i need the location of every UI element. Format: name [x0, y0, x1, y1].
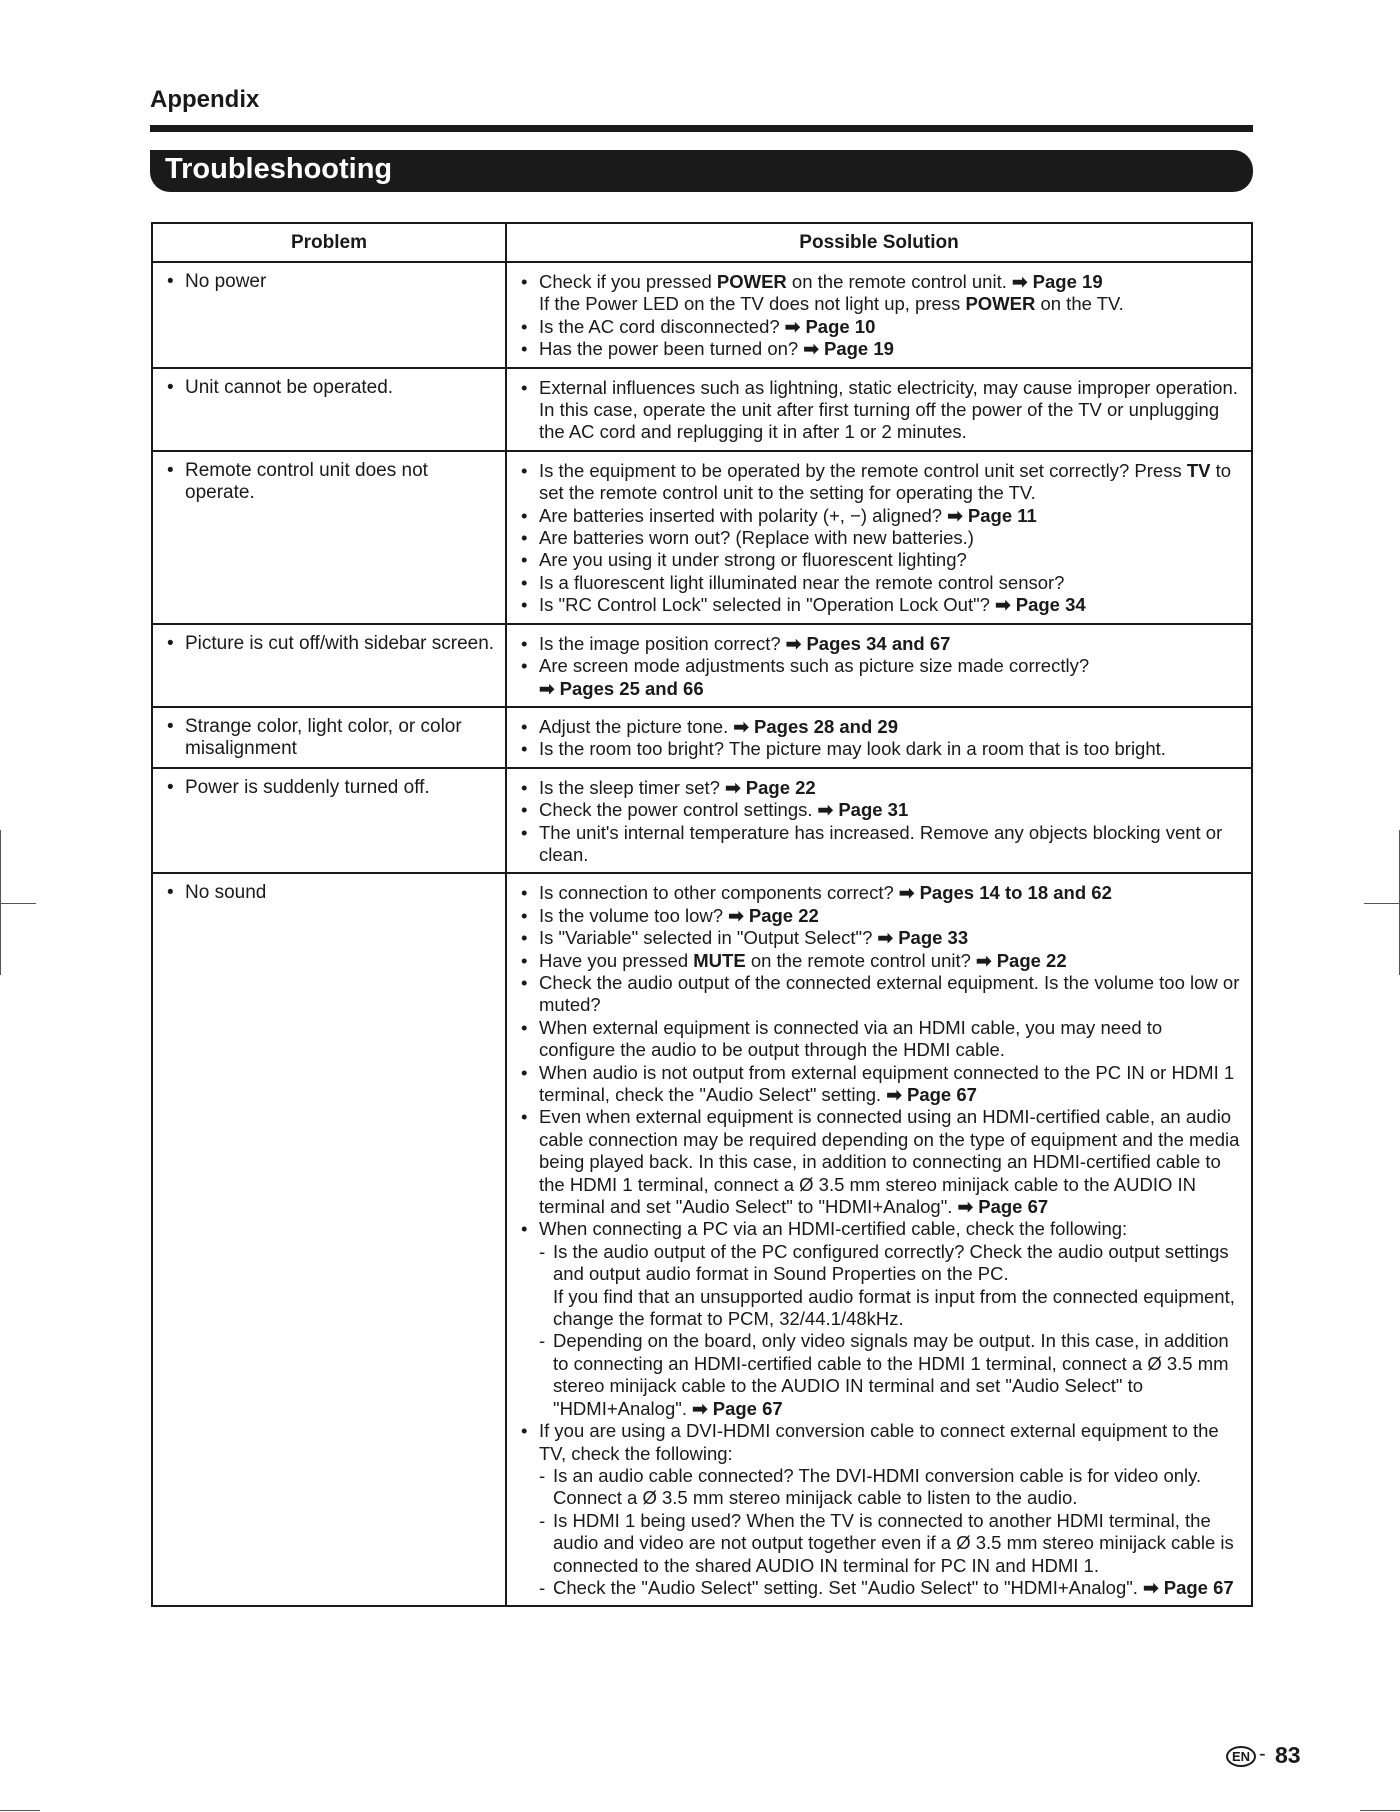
solution-item — [521, 927, 1241, 949]
solution-item — [521, 594, 1241, 616]
arrow-right-icon: ➡ — [803, 338, 819, 360]
solution-item — [521, 572, 1241, 594]
problem-text: • Picture is cut off/with sidebar screen. — [167, 633, 497, 655]
arrow-right-icon: ➡ — [957, 1196, 974, 1218]
solution-subitem — [521, 1577, 1241, 1599]
solution-item — [521, 799, 1241, 821]
solution-text: Is a fluorescent light illuminated near the remote control sensor? — [539, 571, 1065, 593]
solution-item — [521, 1017, 1241, 1062]
solution-item — [521, 777, 1241, 799]
arrow-right-icon: ➡ — [898, 882, 915, 904]
page-reference-text: Pages 25 and 66 — [559, 677, 704, 699]
arrow-right-icon: ➡ — [728, 904, 744, 926]
problem-text: • Unit cannot be operated. — [167, 377, 497, 399]
page-reference — [976, 950, 1067, 971]
arrow-right-icon: ➡ — [976, 949, 992, 971]
problem-text: • No sound — [167, 882, 497, 904]
header-rule — [150, 125, 1253, 132]
solution-item — [521, 527, 1241, 549]
problem-cell — [152, 624, 506, 707]
crop-mark — [1364, 903, 1400, 904]
solution-text: Are batteries worn out? (Replace with new batteries.) — [539, 527, 974, 549]
solution-item — [521, 905, 1241, 927]
problem-cell — [152, 873, 506, 1606]
solution-item — [521, 1218, 1241, 1240]
solution-text: Check the "Audio Select" setting. Set "Audio Select" to "HDMI+Analog". — [553, 1576, 1144, 1598]
solution-item — [521, 655, 1241, 677]
section-heading: Appendix — [150, 86, 260, 113]
button-name: TV — [1186, 459, 1211, 481]
solution-cell — [506, 624, 1252, 707]
solution-item — [521, 377, 1241, 444]
solution-text: on the TV. — [1035, 293, 1124, 315]
solution-column-header: Possible Solution — [506, 223, 1252, 262]
page-reference — [878, 927, 969, 948]
page-reference — [886, 1084, 977, 1105]
solution-item — [521, 316, 1241, 338]
solution-text: When connecting a PC via an HDMI-certified cable, check the following: — [539, 1218, 1128, 1240]
page-reference — [733, 716, 898, 737]
solution-text: Check the audio output of the connected external equipment. Is the volume too low or muted? — [539, 971, 1240, 1016]
page-reference — [539, 678, 704, 699]
solution-text: Check if you pressed — [539, 271, 717, 292]
solution-text: Depending on the board, only video signals may be output. In this case, in addition to connecting an HDMI-certified cable to the HDMI 1 terminal, connect a Ø 3.5 mm stereo minijack cable to the AUDIO IN terminal and set "Audio Select" to "HDMI+Analog". — [553, 1330, 1229, 1419]
language-badge: EN — [1226, 1746, 1256, 1767]
table-header-row — [152, 223, 1252, 262]
solution-item — [521, 460, 1241, 505]
page-reference-text: Page 34 — [1015, 594, 1086, 616]
solution-cell — [506, 451, 1252, 624]
page-reference — [995, 594, 1086, 615]
solution-cell — [506, 262, 1252, 368]
solution-text: Are batteries inserted with polarity (+, −) aligned? — [539, 504, 948, 526]
page-number-separator: - — [1259, 1743, 1266, 1765]
solution-item — [521, 822, 1241, 867]
solution-text: When audio is not output from external equipment connected to the PC IN or HDMI 1 terminal, check the "Audio Select" setting. — [539, 1061, 1235, 1105]
solution-text: External influences such as lightning, static electricity, may cause improper operation. In this case, operate the unit after first turning off the power of the TV or unplugging the AC cord and replugging it in after 1 or 2 minutes. — [539, 376, 1238, 443]
solution-text: Is "Variable" selected in "Output Select"? — [539, 927, 878, 949]
solution-item — [521, 633, 1241, 655]
arrow-right-icon: ➡ — [539, 677, 555, 699]
solution-cell — [506, 707, 1252, 768]
page-reference — [803, 338, 894, 359]
page-reference — [899, 882, 1112, 903]
table-body — [152, 262, 1252, 1606]
page-reference — [692, 1398, 783, 1419]
page-reference-text: Page 31 — [838, 799, 909, 821]
page-reference — [725, 777, 816, 798]
solution-text: Are screen mode adjustments such as picture size made correctly? — [539, 655, 1090, 677]
solution-text: Is HDMI 1 being used? When the TV is connected to another HDMI terminal, the audio and video are not output together even if a Ø 3.5 mm stereo minijack cable is connected to the shared AUDIO IN terminal for PC IN and HDMI 1. — [553, 1509, 1234, 1576]
table-row — [152, 624, 1252, 707]
solution-text: Has the power been turned on? — [539, 338, 804, 360]
arrow-right-icon: ➡ — [725, 776, 741, 798]
solution-item — [521, 1062, 1241, 1107]
problem-text: • Remote control unit does not operate. — [167, 460, 497, 505]
solution-item — [521, 716, 1241, 738]
page-title: Troubleshooting — [165, 153, 393, 185]
button-name: POWER — [716, 271, 787, 292]
solution-continuation — [521, 678, 1241, 700]
page-reference-text: Page 11 — [967, 504, 1037, 526]
problem-cell — [152, 262, 506, 368]
troubleshooting-table — [151, 222, 1253, 1607]
page-reference-text: Page 10 — [805, 315, 876, 337]
solution-text: Is the audio output of the PC configured correctly? Check the audio output settings and output audio format in Sound Properties on the PC. — [553, 1240, 1229, 1285]
solution-text: Even when external equipment is connected using an HDMI-certified cable, an audio cable connection may be required depending on the type of equipment and the media being played back. In this case, in addition to connecting an HDMI-certified cable to the HDMI 1 terminal, connect a Ø 3.5 mm stereo minijack cable to the AUDIO IN terminal and set "Audio Select" to "HDMI+Analog". — [539, 1106, 1240, 1218]
crop-mark — [0, 903, 36, 904]
solution-item — [521, 549, 1241, 571]
page-reference-text: Page 22 — [748, 904, 819, 926]
crop-mark — [0, 1810, 40, 1811]
solution-text: The unit's internal temperature has increased. Remove any objects blocking vent or clean. — [539, 821, 1223, 865]
solution-text: Is an audio cable connected? The DVI-HDMI conversion cable is for video only. Connect a Ø 3.5 mm stereo minijack cable to listen to the audio. — [553, 1464, 1202, 1509]
page-reference-text: Pages 34 and 67 — [806, 632, 951, 654]
problem-text: • No power — [167, 271, 497, 293]
solution-text: Are you using it under strong or fluorescent lighting? — [539, 549, 967, 571]
solution-subitem — [521, 1241, 1241, 1286]
solution-text: Have you pressed — [539, 949, 694, 971]
solution-text: on the remote control unit? — [745, 949, 977, 971]
solution-text: on the remote control unit. — [786, 271, 1013, 292]
solution-text: Is the volume too low? — [539, 904, 729, 926]
problem-text: • Strange color, light color, or color misalignment — [167, 716, 497, 761]
solution-text: Check the power control settings. — [539, 799, 818, 821]
page-reference-text: Page 67 — [1163, 1576, 1234, 1598]
page-reference — [1143, 1577, 1234, 1598]
page-reference-text: Pages 14 to 18 and 62 — [919, 882, 1112, 904]
arrow-right-icon: ➡ — [886, 1084, 902, 1105]
page-reference-text: Page 67 — [978, 1196, 1049, 1218]
solution-item — [521, 505, 1241, 527]
solution-cell — [506, 873, 1252, 1606]
solution-text: If you find that an unsupported audio format is input from the connected equipment, change the format to PCM, 32/44.1/48kHz. — [553, 1285, 1235, 1330]
arrow-right-icon: ➡ — [785, 632, 802, 654]
arrow-right-icon: ➡ — [733, 715, 749, 737]
solution-item — [521, 882, 1241, 904]
arrow-right-icon: ➡ — [995, 594, 1011, 616]
arrow-right-icon: ➡ — [947, 504, 963, 526]
table-row — [152, 768, 1252, 874]
page-reference-text: Page 19 — [1032, 271, 1103, 292]
page-reference-text: Page 67 — [712, 1397, 783, 1419]
page-number: 83 — [1275, 1742, 1301, 1768]
problem-column-header: Problem — [152, 223, 506, 262]
problem-cell — [152, 368, 506, 451]
solution-cell — [506, 368, 1252, 451]
solution-text: Adjust the picture tone. — [539, 715, 734, 737]
page-reference-text: Page 22 — [996, 949, 1067, 971]
solution-item — [521, 972, 1241, 1017]
solution-subitem — [521, 1330, 1241, 1420]
solution-text: Is "RC Control Lock" selected in "Operation Lock Out"? — [539, 594, 996, 616]
page-reference — [728, 905, 819, 926]
problem-text: • Power is suddenly turned off. — [167, 777, 497, 799]
solution-text: If you are using a DVI-HDMI conversion cable to connect external equipment to the TV, check the following: — [539, 1420, 1219, 1464]
solution-text: Is the sleep timer set? — [539, 776, 726, 798]
button-name: POWER — [965, 293, 1036, 315]
problem-cell — [152, 451, 506, 624]
solution-item — [521, 1420, 1241, 1465]
title-bar — [150, 150, 1253, 192]
solution-item — [521, 1106, 1241, 1218]
page-reference-text: Page 19 — [823, 338, 894, 360]
page-reference-text: Page 33 — [898, 927, 969, 949]
page-reference — [785, 316, 876, 337]
crop-mark — [1360, 1810, 1400, 1811]
solution-text: If the Power LED on the TV does not light up, press — [539, 293, 966, 315]
page-reference — [947, 505, 1037, 526]
solution-item — [521, 338, 1241, 360]
arrow-right-icon: ➡ — [692, 1397, 708, 1419]
page-reference — [818, 799, 909, 820]
solution-text: to set the remote control unit to the setting for operating the TV. — [539, 459, 1232, 504]
page-reference — [1012, 271, 1103, 292]
solution-item — [521, 271, 1241, 293]
solution-item — [521, 950, 1241, 972]
solution-cell — [506, 768, 1252, 874]
page-reference-text: Pages 28 and 29 — [754, 715, 899, 737]
solution-text: Is the AC cord disconnected? — [539, 315, 785, 337]
arrow-right-icon: ➡ — [1143, 1576, 1159, 1598]
solution-text: Is connection to other components correct? — [539, 882, 899, 904]
arrow-right-icon: ➡ — [817, 799, 834, 821]
page-reference — [958, 1196, 1049, 1217]
problem-cell — [152, 707, 506, 768]
arrow-right-icon: ➡ — [1012, 271, 1028, 292]
table-row — [152, 368, 1252, 451]
solution-continuation — [521, 293, 1241, 315]
arrow-right-icon: ➡ — [784, 315, 801, 337]
table-row — [152, 262, 1252, 368]
solution-text: Is the equipment to be operated by the remote control unit set correctly? Press — [539, 459, 1187, 481]
solution-text: Is the image position correct? — [539, 632, 786, 654]
crop-mark — [0, 830, 1, 975]
solution-text: Is the room too bright? The picture may look dark in a room that is too bright. — [539, 738, 1166, 760]
solution-subitem — [521, 1510, 1241, 1577]
arrow-right-icon: ➡ — [877, 927, 894, 949]
page-reference-text: Page 22 — [745, 776, 816, 798]
table-row — [152, 873, 1252, 1606]
page-reference — [786, 633, 951, 654]
page-reference-text: Page 67 — [907, 1084, 977, 1105]
solution-item — [521, 738, 1241, 760]
solution-subitem — [521, 1465, 1241, 1510]
solution-continuation — [521, 1286, 1241, 1331]
table-row — [152, 451, 1252, 624]
solution-text: When external equipment is connected via an HDMI cable, you may need to configure the audio to be output through the HDMI cable. — [539, 1016, 1163, 1061]
problem-cell — [152, 768, 506, 874]
button-name: MUTE — [693, 949, 746, 971]
table-row — [152, 707, 1252, 768]
